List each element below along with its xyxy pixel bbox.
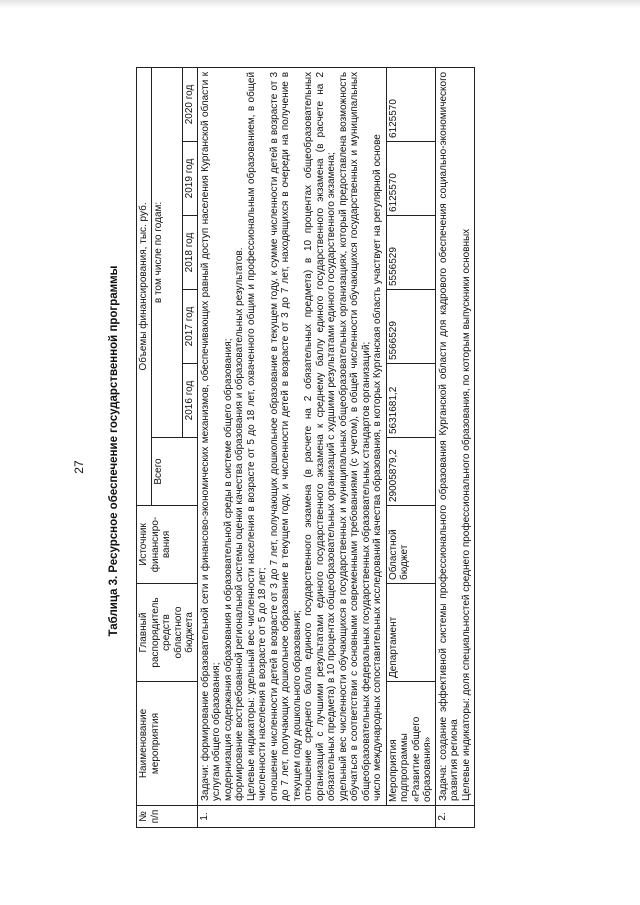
header-year: 2017 год [183, 290, 198, 364]
task-line: отношение численности детей в возрасте от 3 до 7 лет, получающих дошкольное образование в текущем году, к сумме численности детей в возрасте от 3 до 7 лет, получающих дошкольное образование в текущем году, и численности детей в возрасте от 3 до 7 лет, находящихся в очереди на получение в текущем году дошкольного образования; [268, 71, 303, 801]
header-year: 2020 год [183, 67, 198, 141]
scan-edge [0, 0, 640, 8]
task-cell [435, 67, 475, 805]
header-source: Источник финансиро-вания [137, 506, 198, 584]
header-row-1 [137, 67, 152, 827]
row-number: 1. [197, 806, 435, 828]
rotated-content [136, 68, 600, 828]
task-line: модернизация содержания образования и образовательной среды в системе общего образования; [222, 338, 234, 801]
task-line: Целевые индикаторы: доля специальностей среднего профессионального образования, по которым выпускники основных [460, 228, 472, 801]
task-line: Задача: создание эффективной системы профессионального образования Курганской области для кадрового обеспечения социально-экономического развития региона [437, 71, 460, 801]
measure-2020: 6125570 [386, 67, 435, 141]
measure-2018: 5556529 [386, 216, 435, 290]
task-line: Задачи: формирование образовательной сети и финансово-экономических механизмов, обеспечивающих равный доступ населения Курганской области к услугам общего образования; [199, 71, 222, 801]
measure-row-1 [386, 67, 435, 827]
header-manager: Главный распорядитель средств областного бюджета [137, 584, 198, 682]
measure-manager: Департамент [386, 584, 435, 682]
page-number: 27 [72, 460, 86, 474]
header-by-years: в том числе по годам: [151, 67, 183, 437]
measure-2017: 5566529 [386, 290, 435, 364]
measure-source: Областной бюджет [386, 506, 435, 584]
task-line: число международных сопоставительных исследований качества образования, в которых Курганская область участвует на регулярной основе [372, 134, 383, 801]
row-number: 2. [435, 806, 475, 828]
header-total: Всего [151, 438, 197, 506]
header-year: 2019 год [183, 142, 198, 216]
measure-2019: 6125570 [386, 142, 435, 216]
table-title: Таблица 3. Ресурсное обеспечение государственной программы [108, 265, 120, 637]
task-row-2 [435, 67, 475, 827]
measure-name: Мероприятия подпрограммы «Развитие общего образования» [386, 682, 435, 806]
task-line: отношение среднего балла единого государственного экзамена (в расчете на 2 обязательных предмета) в 10 процентах общеобразовательных организаций с лучшими результатами единого государственного экзамена к среднему баллу единого государственного экзамена (в расчете на 2 обязательных предмета) в 10 процентах общеобразовательных организаций с худшими результатами единого государственного экзамена; [303, 71, 337, 801]
task-line: формирование востребованной региональной системы оценки качества образования и образовательных результатов. [234, 247, 245, 801]
resource-table [136, 67, 475, 828]
header-num: № п/п [137, 806, 198, 828]
header-year: 2016 год [183, 364, 198, 438]
task-row-1 [197, 67, 386, 827]
task-cell [197, 67, 386, 805]
measure-2016: 5631681,2 [386, 364, 435, 438]
header-funding: Объемы финансирования, тыс. руб. [137, 67, 152, 505]
measure-total: 29005879,2 [386, 438, 435, 506]
task-line: Целевые индикаторы: удельный вес численности населения в возрасте от 5 до 18 лет, охваченного общим и профессиональным образованием, в общей численности населения в возрасте от 5 до 18 лет; [245, 71, 268, 801]
task-line: удельный вес численности обучающихся в государственных и муниципальных общеобразовательных организациях, который предоставлена возможность обучаться в соответствии с основными современными требованиями (с учетом), в общей численности обучающихся государственных и муниципальных общеобразовательных федеральных государственных образовательных стандартов организаций; [337, 71, 372, 801]
header-name: Наименование мероприятия [137, 682, 198, 806]
header-year: 2018 год [183, 216, 198, 290]
